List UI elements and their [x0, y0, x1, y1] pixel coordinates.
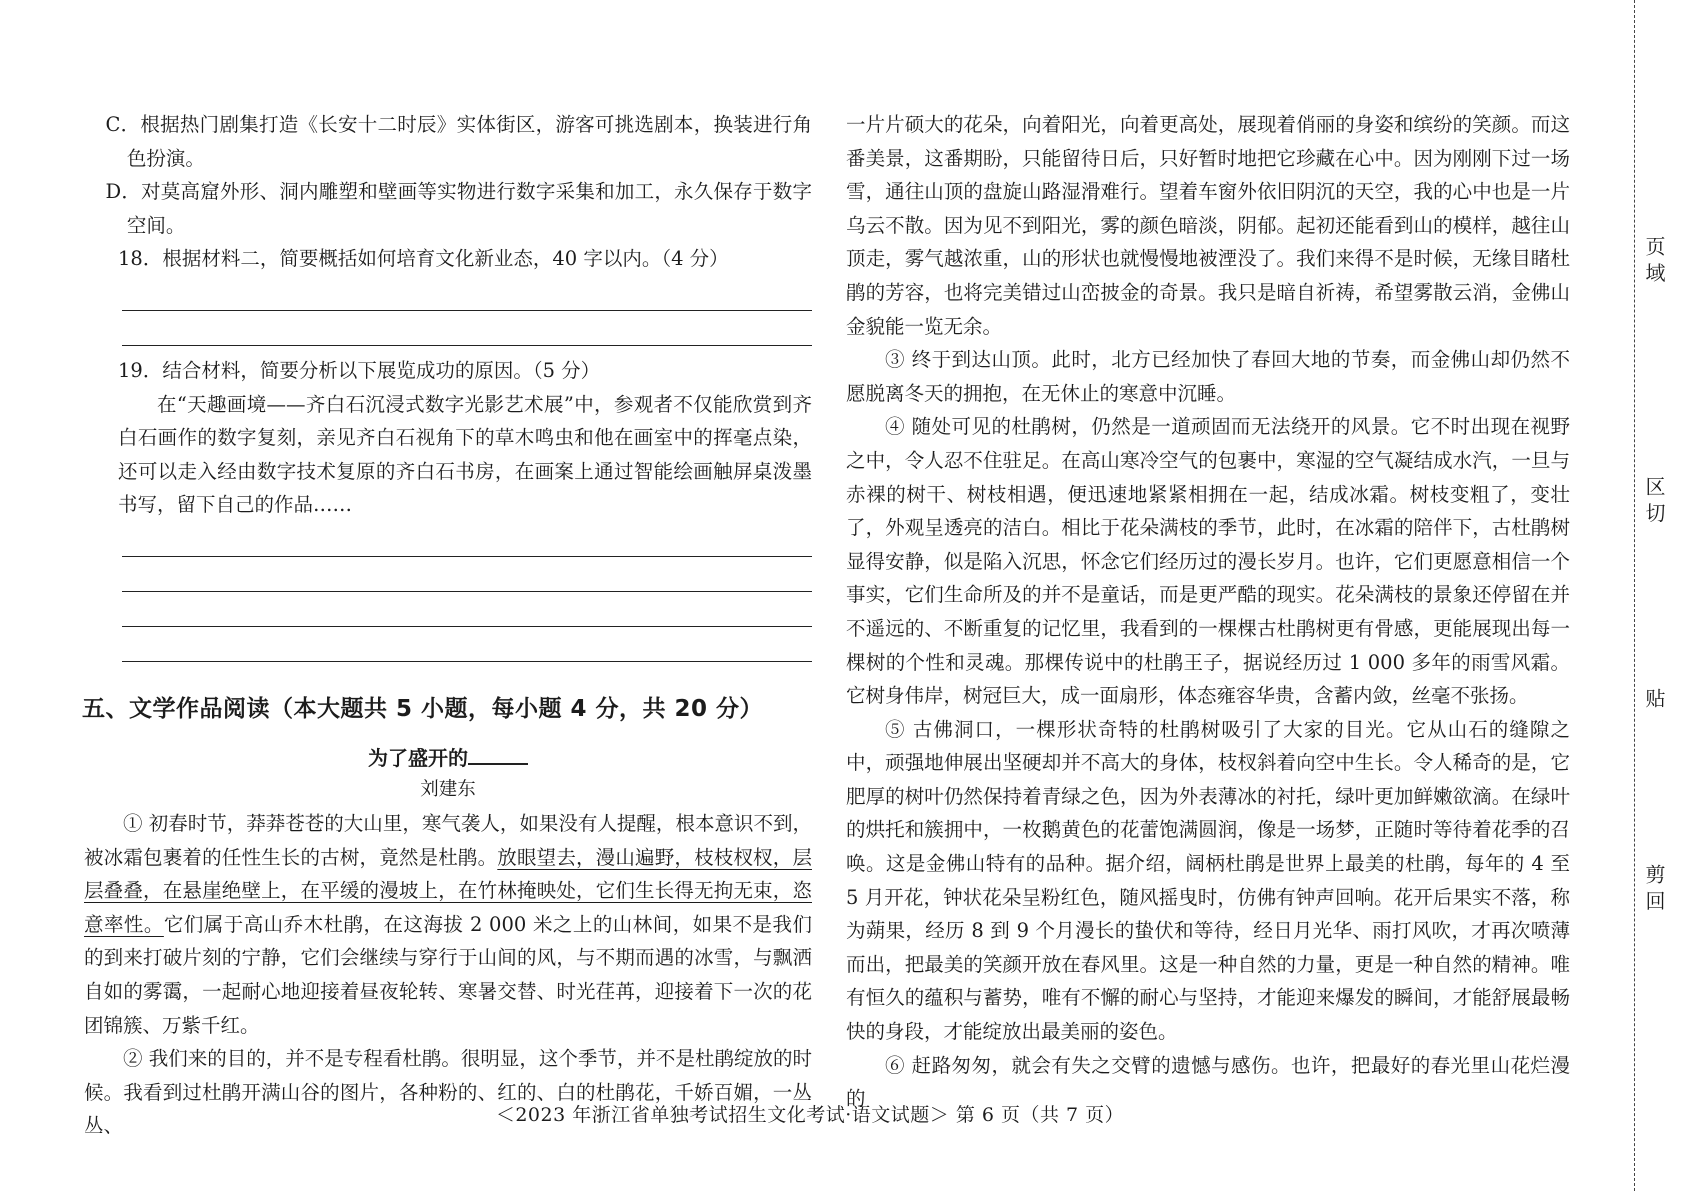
option-c: C．根据热门剧集打造《长安十二时辰》实体街区，游客可挑选剧本，换装进行角色扮演。 — [105, 113, 812, 170]
paragraph-2: ② 我们来的目的，并不是专程看杜鹃。很明显，这个季节，并不是杜鹃绽放的时候。我看到过杜鹃开满山谷的图片，各种粉的、红的、白的杜鹃花，千娇百媚，一丛丛、 — [84, 1047, 812, 1138]
article-title-text: 为了盛开的 — [368, 745, 468, 770]
margin-label-lower: 贴 — [1642, 688, 1666, 708]
question-18: 18．根据材料二，简要概括如何培育文化新业态，40 字以内。（4 分） — [118, 247, 729, 271]
paragraph-6: ⑥ 赶路匆匆，就会有失之交臂的遗憾与感伤。也许，把最好的春光里山花烂漫的 — [846, 1053, 1570, 1111]
section-title: 五、文学作品阅读（本大题共 5 小题，每小题 4 分，共 20 分） — [82, 695, 764, 722]
paragraph-5: ⑤ 古佛洞口，一棵形状奇特的杜鹃树吸引了大家的目光。它从山石的缝隙之中，顽强地伸展出坚硬却并不高大的身体，枝杈斜着向空中生长。令人稀奇的是，它肥厚的树叶仍然保持着青绿之色，因为外表薄冰的衬托，绿叶更加鲜嫩欲滴。在绿叶的烘托和簇拥中，一枚鹅黄色的花蕾饱满圆润，像是一场梦，正随时等待着花季的召唤。这是金佛山特有的品种。据介绍，阔柄杜鹃是世界上最美的杜鹃，每年的 4 至 5 月开花，钟状花朵呈粉红色，随风摇曳时，仿佛有钟声回响。花开后果实不落，称为蒴果，经历 8 到 9 个月漫长的蛰伏和等待，经日月光华、雨打风吹，才再次喷薄而出，把最美的笑颜开放在春风里。这是一种自然的力量，更是一种自然的精神。唯有恒久的蕴积与蓄势，唯有不懈的耐心与坚持，才能迎来爆发的瞬间，才能舒展最畅快的身段，才能绽放出最美丽的姿色。 — [846, 717, 1570, 1044]
question-19-material: 在“天趣画境——齐白石沉浸式数字光影艺术展”中，参观者不仅能欣赏到齐白石画作的数字复刻，亲见齐白石视角下的草木鸣虫和他在画室中的挥毫点染，还可以走入经由数字技术复原的齐白石书房，在画案上通过智能绘画触屏桌泼墨书写，留下自己的作品…… — [118, 392, 812, 517]
option-d: D．对莫高窟外形、洞内雕塑和壁画等实物进行数字采集和加工，永久保存于数字空间。 — [105, 180, 812, 237]
right-column — [846, 108, 1570, 1116]
answer-line[interactable] — [122, 311, 812, 346]
underlined-sentence: 放眼望去，漫山遍野，枝枝杈杈，层层叠叠，在悬崖绝壁上，在平缓的漫坡上，在竹林掩映处，它们生长得无拘无束，恣意率性。 — [84, 845, 812, 936]
page-footer: ＜2023 年浙江省单独考试招生文化考试·语文试题＞ 第 6 页（共 7 页） — [495, 1104, 1125, 1126]
paragraph-1-end: 它们属于高山乔木杜鹃，在这海拔 2 000 米之上的山林间，如果不是我们的到来打破片刻的宁静，它们会继续与穿行于山间的风，与不期而遇的冰雪，与飘洒自如的雾霭，一起耐心地迎接着昼夜轮转、寒暑交替、时光荏苒，迎接着下一次的花团锦簇、万紫千红。 — [84, 912, 812, 1037]
answer-line[interactable] — [122, 557, 812, 592]
article-title — [84, 741, 812, 775]
answer-line[interactable] — [122, 592, 812, 627]
margin-label-mid: 区 切 — [1642, 476, 1666, 523]
answer-line[interactable] — [122, 522, 812, 557]
question-19: 19．结合材料，简要分析以下展览成功的原因。（5 分） — [118, 358, 601, 382]
paragraph-2-continued: 一片片硕大的花朵，向着阳光，向着更高处，展现着俏丽的身姿和缤纷的笑颜。而这番美景，这番期盼，只能留待日后，只好暂时地把它珍藏在心中。因为刚刚下过一场雪，通往山顶的盘旋山路湿滑难行。望着车窗外依旧阴沉的天空，我的心中也是一片乌云不散。因为见不到阳光，雾的颜色暗淡，阴郁。起初还能看到山的模样，越往山顶走，雾气越浓重，山的形状也就慢慢地被湮没了。我们来得不是时候，无缘目睹杜鹃的芳容，也将完美错过山峦披金的奇景。我只是暗自祈祷，希望雾散云消，金佛山金貌能一览无余。 — [846, 113, 1570, 338]
author: 刘建东 — [420, 778, 476, 800]
margin-label-bottom: 剪 回 — [1642, 864, 1666, 911]
cut-line — [1634, 0, 1635, 1191]
margin-label-top: 页 域 — [1642, 236, 1666, 283]
left-column — [84, 108, 812, 1143]
paragraph-3: ③ 终于到达山顶。此时，北方已经加快了春回大地的节奏，而金佛山却仍然不愿脱离冬天的拥抱，在无休止的寒意中沉睡。 — [846, 348, 1570, 405]
paragraph-4: ④ 随处可见的杜鹃树，仍然是一道顽固而无法绕开的风景。它不时出现在视野之中，令人忍不住驻足。在高山寒冷空气的包裹中，寒湿的空气凝结成水汽，一旦与赤裸的树干、树枝相遇，便迅速地紧紧相拥在一起，结成冰霜。树枝变粗了，变壮了，外观呈透亮的洁白。相比于花朵满枝的季节，此时，在冰霜的陪伴下，古杜鹃树显得安静，似是陷入沉思，怀念它们经历过的漫长岁月。也许，它们更愿意相信一个事实，它们生命所及的并不是童话，而是更严酷的现实。花朵满枝的景象还停留在并不遥远的、不断重复的记忆里，我看到的一棵棵古杜鹃树更有骨感，更能展现出每一棵树的个性和灵魂。那棵传说中的杜鹃王子，据说经历过 1 000 多年的雨雪风霜。它树身伟岸，树冠巨大，成一面扇形，体态雍容华贵，含蓄内敛，丝毫不张扬。 — [846, 415, 1570, 708]
answer-line[interactable] — [122, 627, 812, 662]
paragraph-1-start: ① 初春时节，莽莽苍苍的大山里，寒气袭人，如果没有人提醒，根本意识不到，被冰霜包裹着的任性生长的古树，竟然是杜鹃。 — [84, 811, 812, 869]
answer-line[interactable] — [122, 276, 812, 311]
title-blank — [468, 741, 528, 765]
paragraph-1 — [84, 807, 812, 1042]
